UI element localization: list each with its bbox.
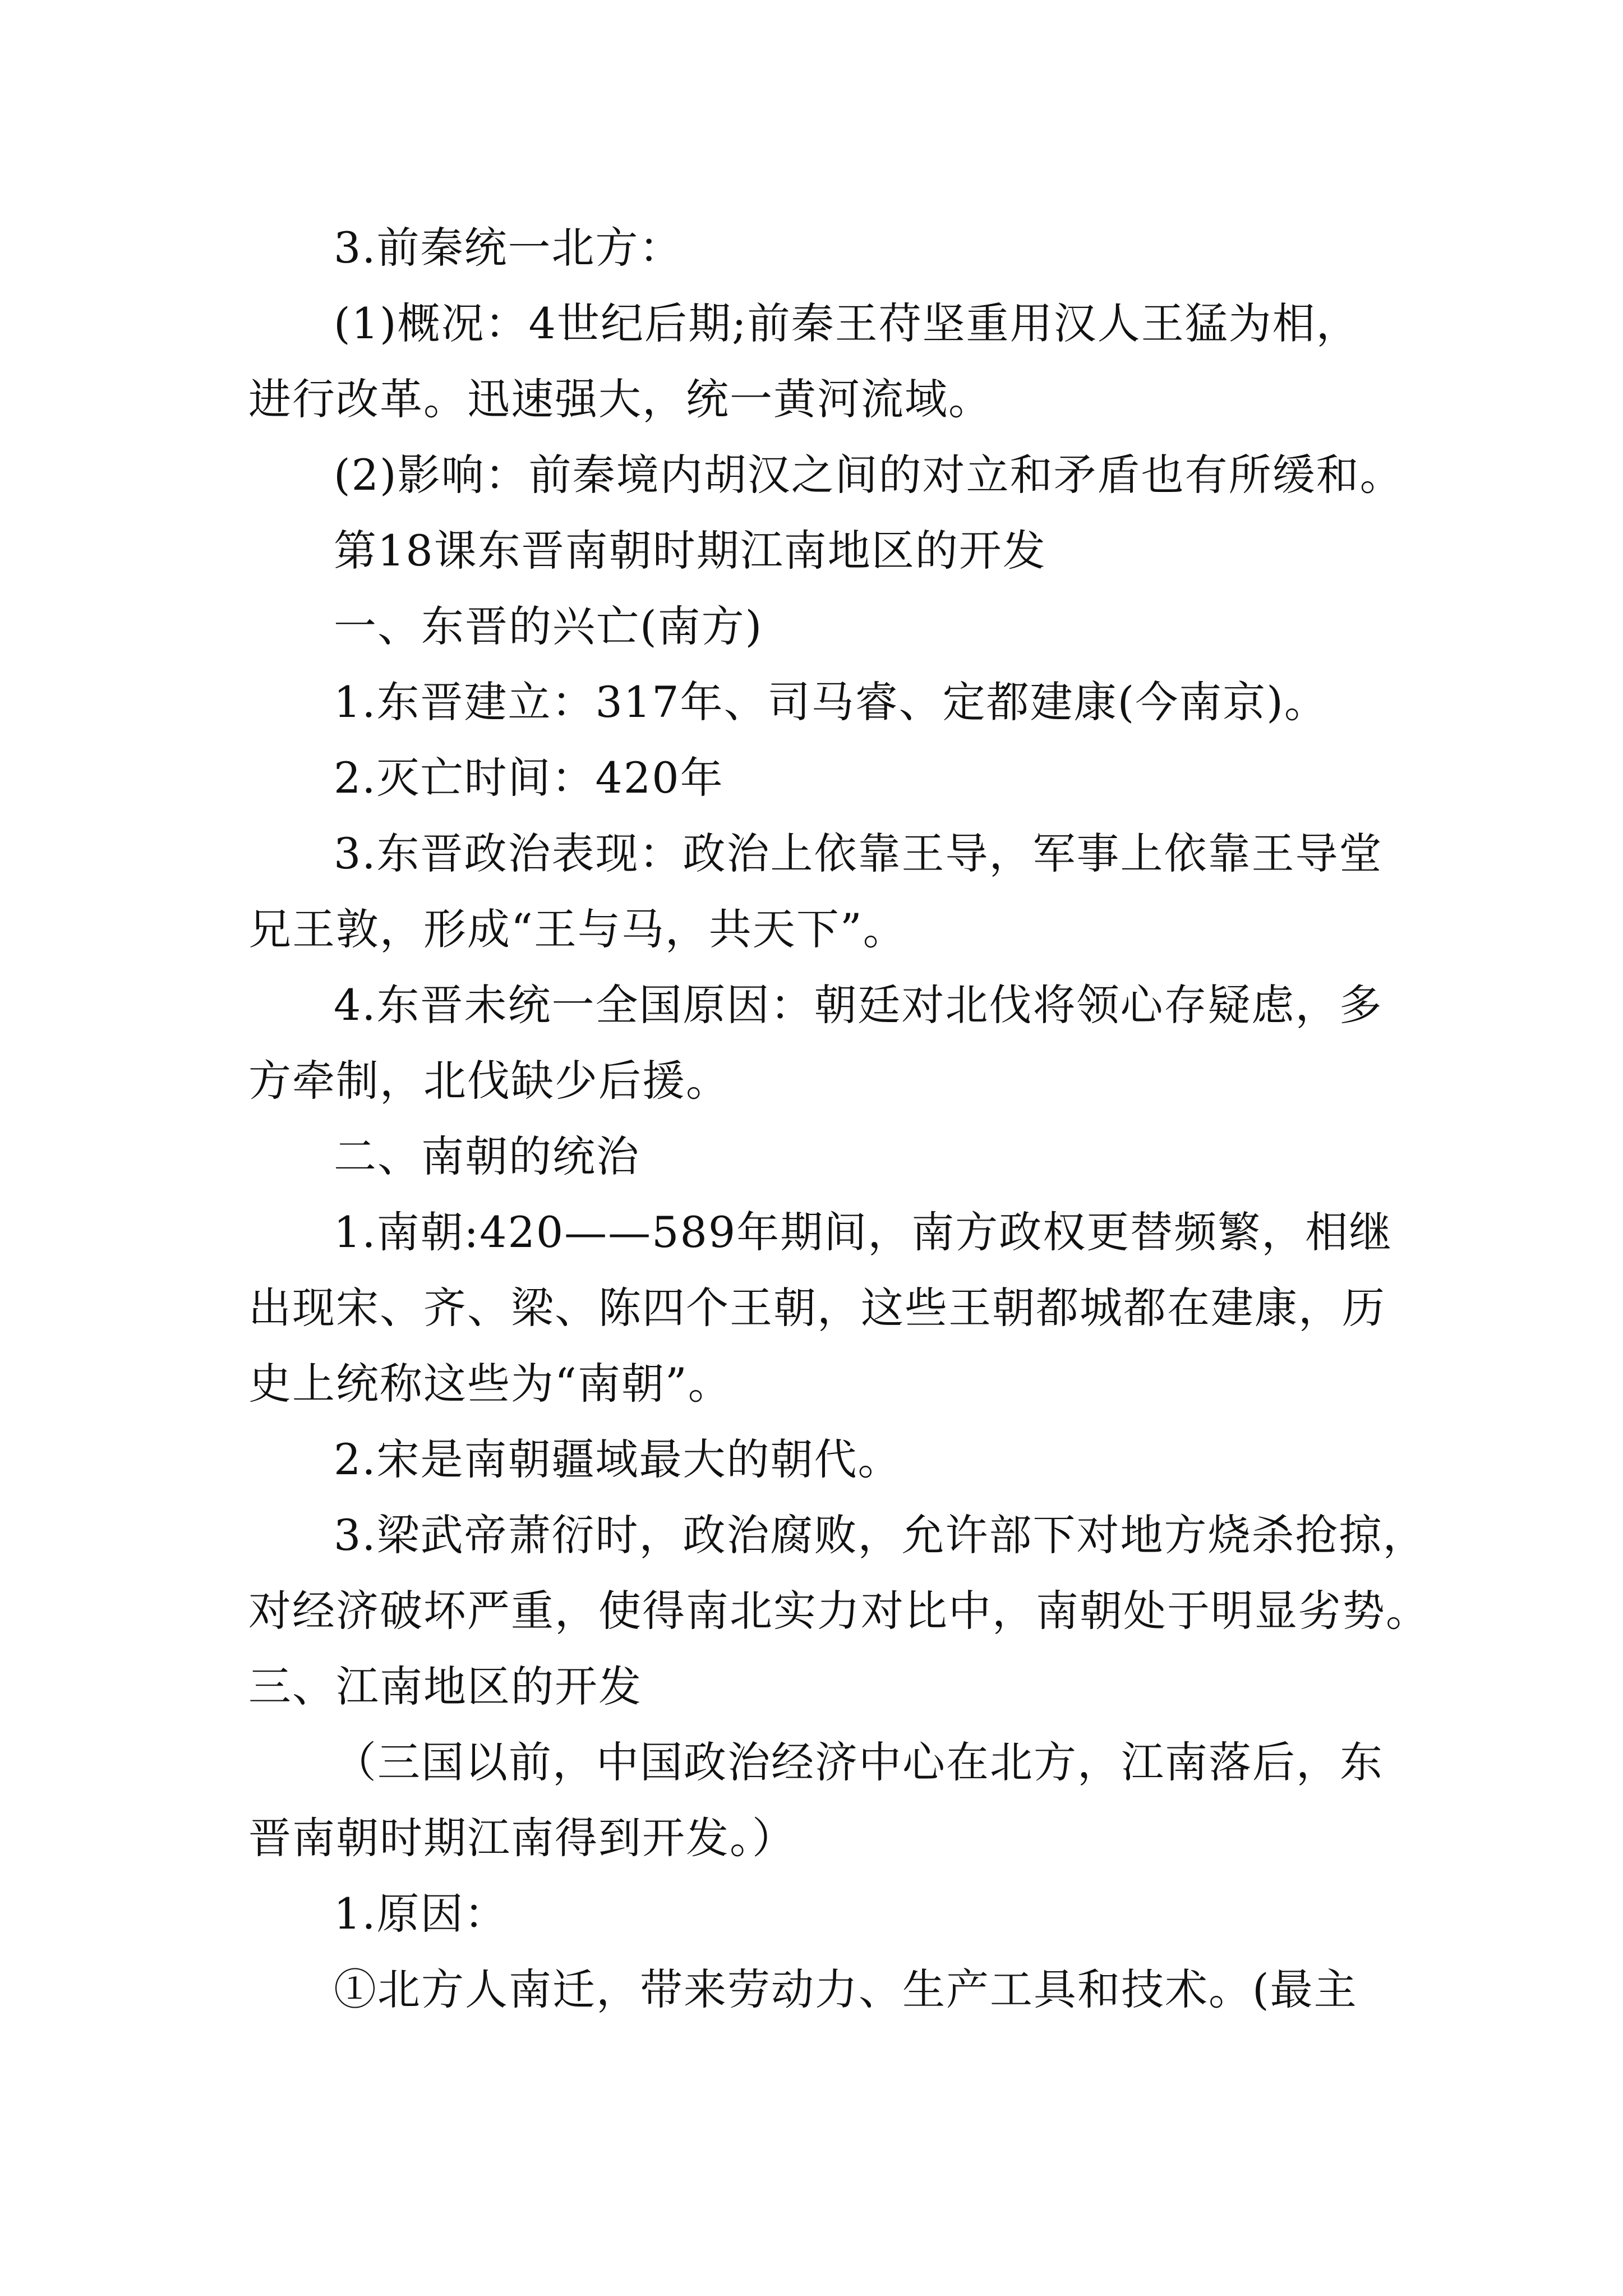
- text-line: 3.东晋政治表现：政治上依靠王导，军事上依靠王导堂: [334, 829, 1383, 878]
- text-line: 史上统称这些为“南朝”。: [248, 1359, 732, 1409]
- text-line: 兄王敦，形成“王与马，共天下”。: [248, 904, 907, 954]
- text-line: 1.南朝:420——589年期间，南方政权更替频繁，相继: [334, 1207, 1393, 1257]
- section-heading: 二、南朝的统治: [334, 1131, 640, 1181]
- text-line: 2.宋是南朝疆域最大的朝代。: [334, 1434, 902, 1484]
- section-heading: 一、东晋的兴亡(南方): [334, 601, 763, 651]
- text-line: 3.梁武帝萧衍时，政治腐败，允许部下对地方烧杀抢掠，: [334, 1510, 1427, 1560]
- text-line: 方牵制，北伐缺少后援。: [248, 1056, 730, 1106]
- text-line: 1.原因：: [334, 1889, 508, 1939]
- text-line: (2)影响：前秦境内胡汉之间的对立和矛盾也有所缓和。: [334, 450, 1404, 500]
- text-line: 1.东晋建立：317年、司马睿、定都建康(今南京)。: [334, 677, 1328, 727]
- text-line: （三国以前，中国政治经济中心在北方，江南落后，东: [334, 1737, 1384, 1787]
- text-line: 进行改革。迅速强大，统一黄河流域。: [248, 374, 992, 424]
- text-line: 晋南朝时期江南得到开发。）: [248, 1813, 796, 1863]
- lesson-heading: 第18课东晋南朝时期江南地区的开发: [334, 526, 1046, 576]
- text-line: 2.灭亡时间：420年: [334, 753, 724, 803]
- text-line: ①北方人南迁，带来劳动力、生产工具和技术。(最主: [334, 1964, 1358, 2014]
- text-line: 3.前秦统一北方：: [334, 223, 683, 273]
- text-line: 对经济破坏严重，使得南北实力对比中，南朝处于明显劣势。: [248, 1586, 1430, 1636]
- section-heading: 三、江南地区的开发: [248, 1662, 642, 1711]
- text-line: 出现宋、齐、梁、陈四个王朝，这些王朝都城都在建康，历: [248, 1283, 1386, 1333]
- text-line: 4.东晋未统一全国原因：朝廷对北伐将领心存疑虑，多: [334, 980, 1383, 1030]
- text-line: (1)概况：4世纪后期;前秦王苻坚重用汉人王猛为相，: [334, 298, 1360, 348]
